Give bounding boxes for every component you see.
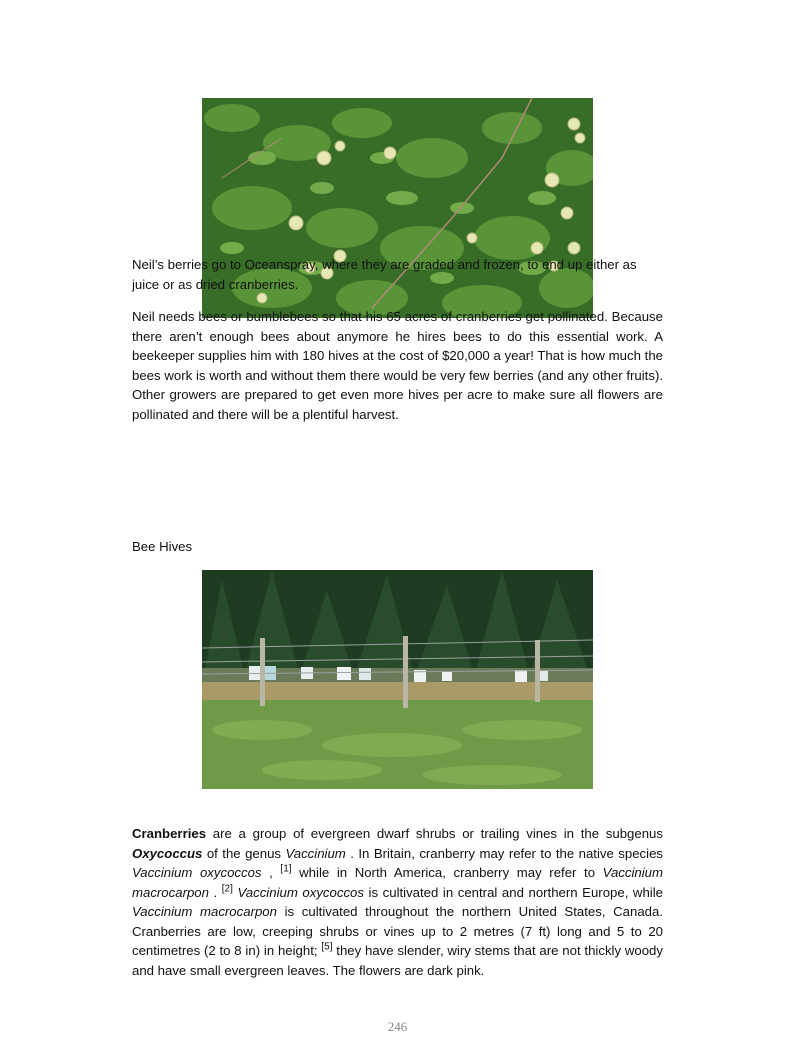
paragraph-oceanspray: Neil’s berries go to Oceanspray, where they are graded and frozen, to end up either as juice or as dried cranberries. [132,257,637,292]
text-segment: . [208,884,222,900]
text-segment: is cultivated throughout the northern United States, Canada. Cranberries are low, creeping shrubs or vines up to 2 metres (7 ft) long and 5 to 20 centimetres (2 to 8 in) in height; [132,904,663,958]
text-segment: , [261,865,281,880]
term-vaccinium: Vaccinium [285,845,346,861]
paragraph-cranberries-definition [132,824,663,980]
paragraph-bees-pollination: Neil needs bees or bumblebees so that his 65 acres of cranberries get pollinated. Because there aren’t enough bees about anymore he hires bees to do this essential work. A beekeeper supplies him with 180 hives at the cost of $20,000 a year! That is how much the bees work is worth and without them there would be very few berries (and any other fruits). Other growers are prepared to get even more hives per acre to make sure all flowers are pollinated and there will be a plentiful harvest. [132,309,663,422]
page-number: 246 [387,1019,408,1034]
term-cranberries: Cranberries [132,826,207,841]
text-segment: of the genus [202,845,286,861]
term-vaccinium-macrocarpon: Vaccinium macrocarpon [132,865,663,900]
reference-1[interactable]: [1] [280,863,292,875]
text-segment: . In Britain, cranberry may refer to the native species [345,845,663,861]
caption-bee-hives: Bee Hives [132,539,193,554]
reference-5[interactable]: [5] [321,941,333,953]
text-segment: are a group of evergreen dwarf shrubs or trailing vines in the subgenus [206,826,663,841]
term-vaccinium-macrocarpon-2: Vaccinium macrocarpon [132,904,277,919]
text-segment: while in North America, cranberry may refer to [291,865,603,880]
term-oxycoccus: Oxycoccus [132,845,203,861]
term-vaccinium-oxycoccos-2: Vaccinium oxycoccos [237,884,364,900]
text-segment: they have slender, wiry stems that are not thickly woody and have small evergreen leaves. The flowers are dark pink. [132,943,663,978]
text-segment: is cultivated in central and northern Europe, while [363,884,663,900]
reference-2[interactable]: [2] [221,883,233,895]
bee-hives-image [202,570,593,789]
term-vaccinium-oxycoccos: Vaccinium oxycoccos [132,865,262,880]
bee-hives-photo [202,570,593,789]
